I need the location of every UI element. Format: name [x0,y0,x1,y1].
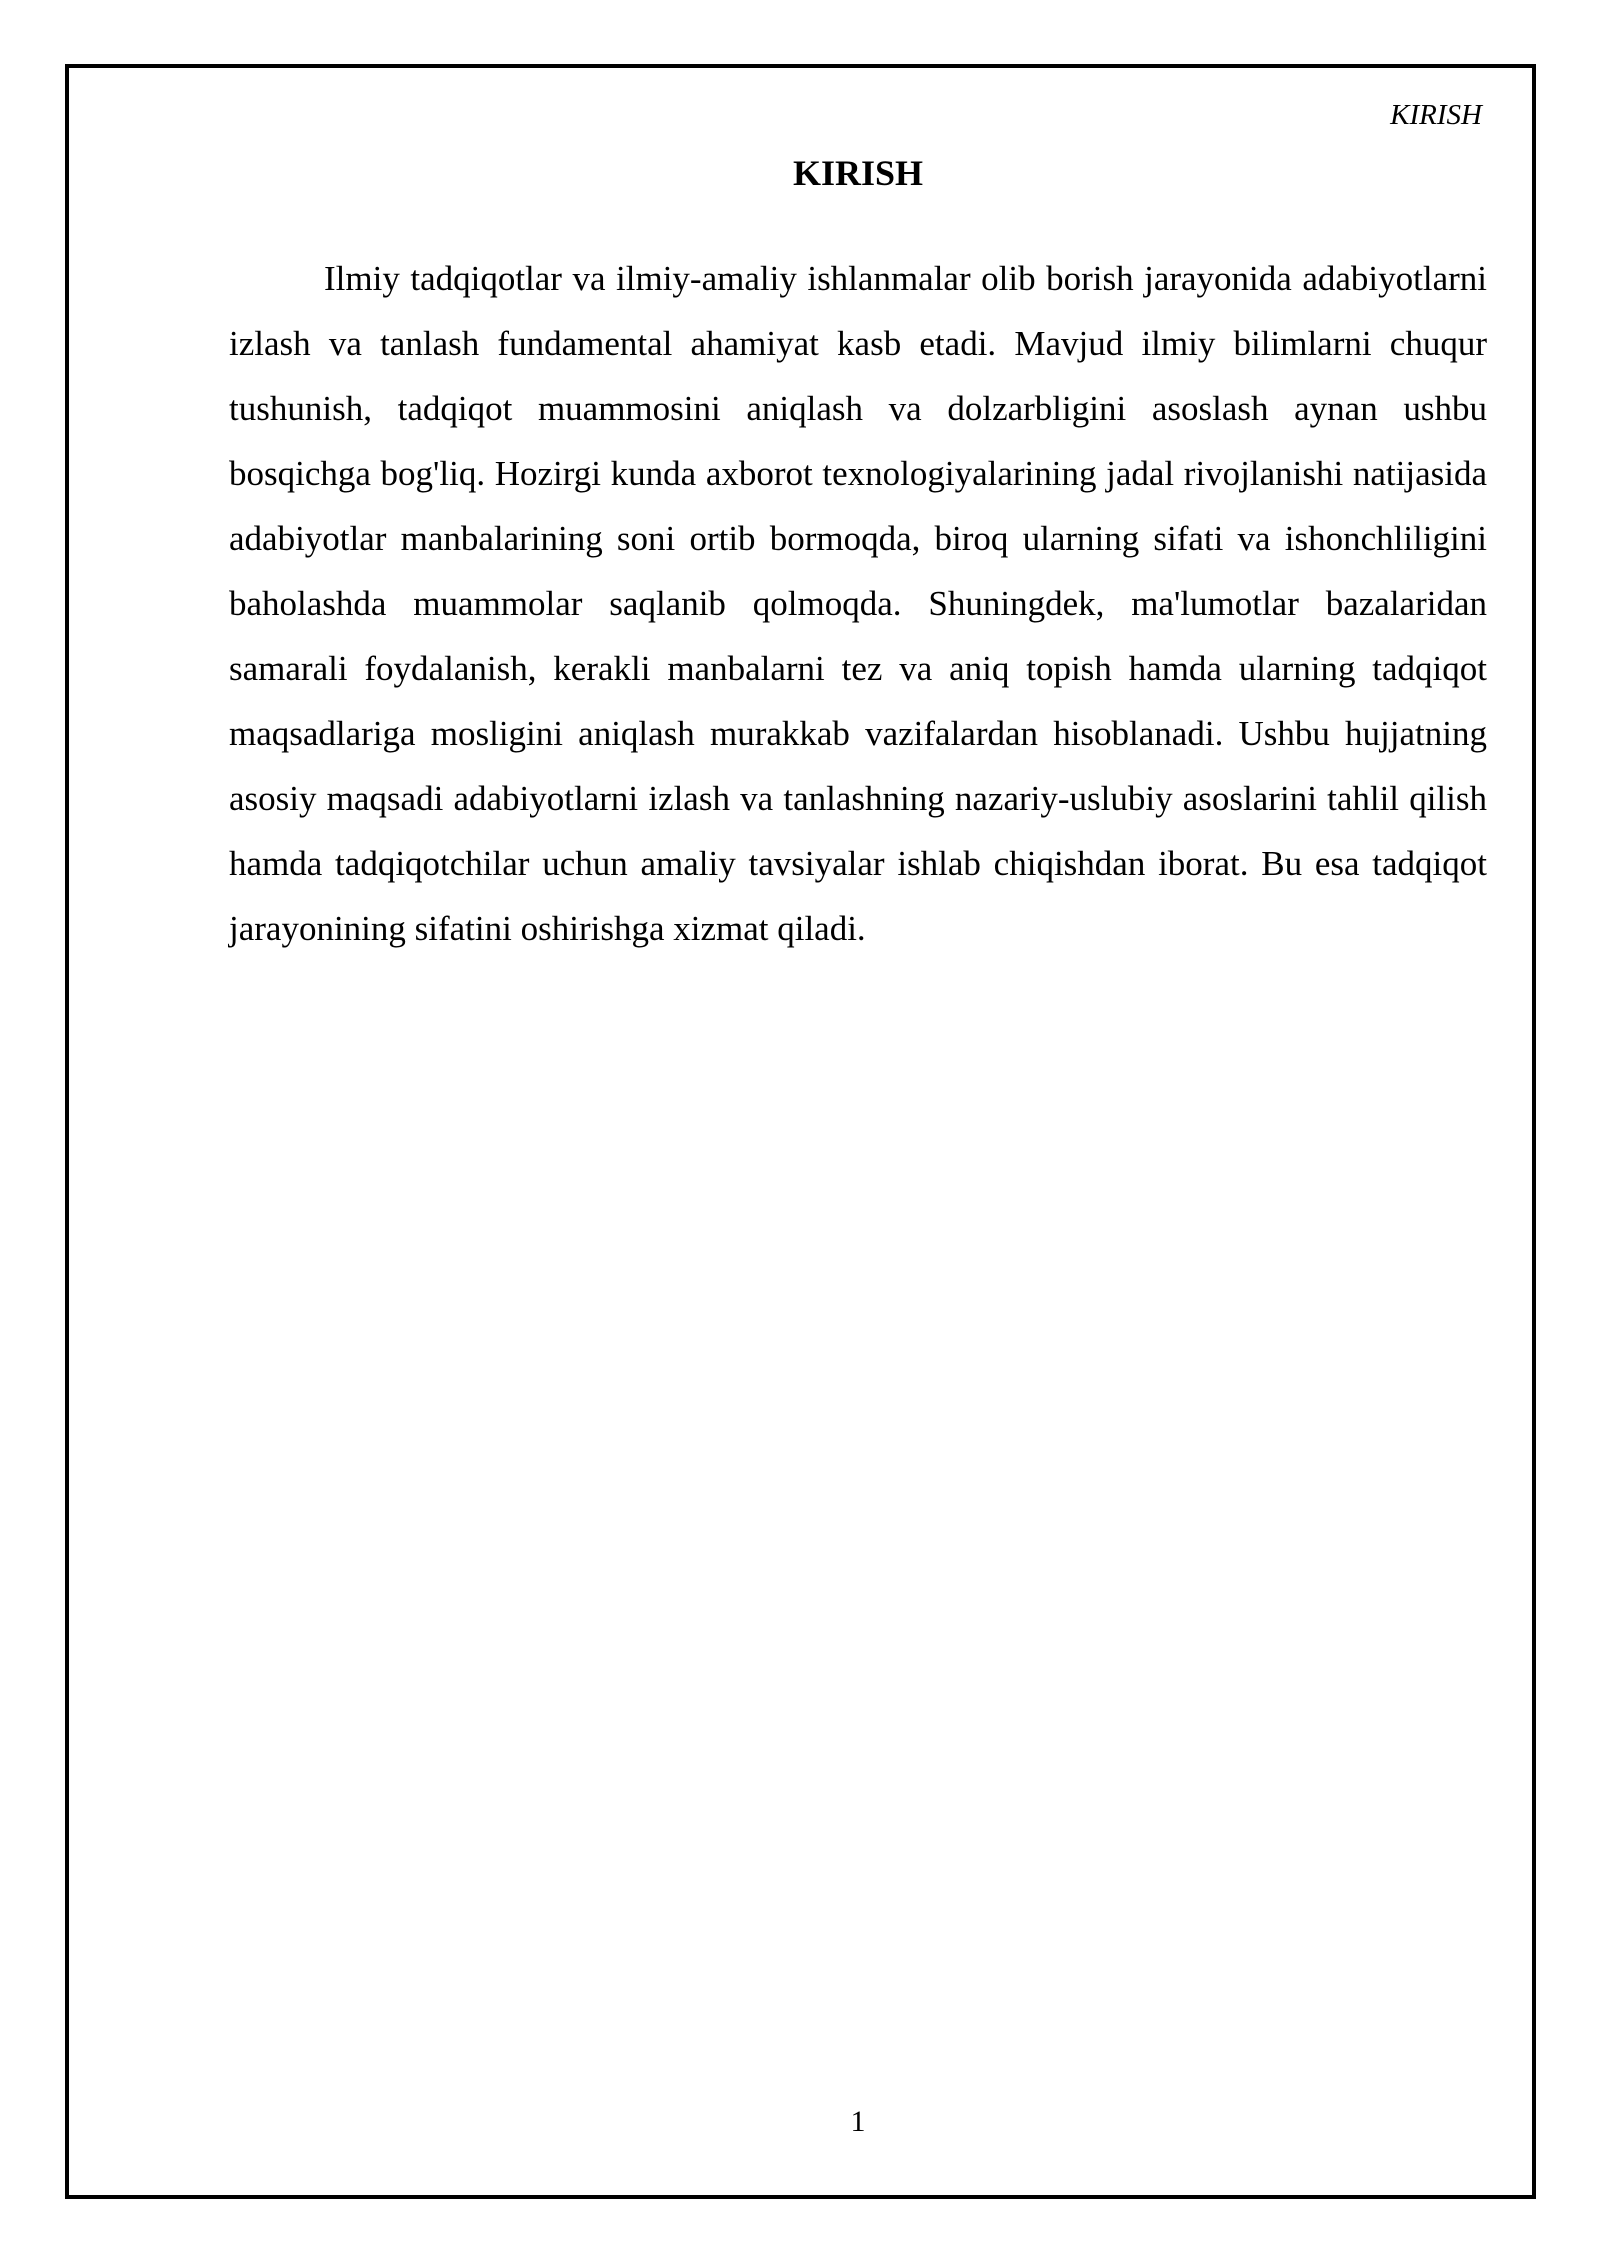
page-title: KIRISH [792,153,924,193]
body-paragraph: Ilmiy tadqiqotlar va ilmiy-amaliy ishlanmalar olib borish jarayonida adabiyotlarni izlash va tanlash fundamental ahamiyat kasb etadi. Mavjud ilmiy bilimlarni chuqur tushunish, tadqiqot muammosini aniqlash va dolzarbligini asoslash aynan ushbu bosqichga bog'liq. Hozirgi kunda axborot texnologiyalarining jadal rivojlanishi natijasida adabiyotlar manbalarining soni ortib bormoqda, biroq ularning sifati va ishonchliligini baholashda muammolar saqlanib qolmoqda. Shuningdek, ma'lumotlar bazalaridan samarali foydalanish, kerakli manbalarni tez va aniq topish hamda ularning tadqiqot maqsadlariga mosligini aniqlash murakkab vazifalardan hisoblanadi. Ushbu hujjatning asosiy maqsadi adabiyotlarni izlash va tanlashning nazariy-uslubiy asoslarini tahlil qilish hamda tadqiqotchilar uchun amaliy tavsiyalar ishlab chiqishdan iborat. Bu esa tadqiqot jarayonining sifatini oshirishga xizmat qiladi. [229,259,1487,948]
running-header: KIRISH [1390,99,1482,131]
page-number: 1 [850,2105,866,2138]
